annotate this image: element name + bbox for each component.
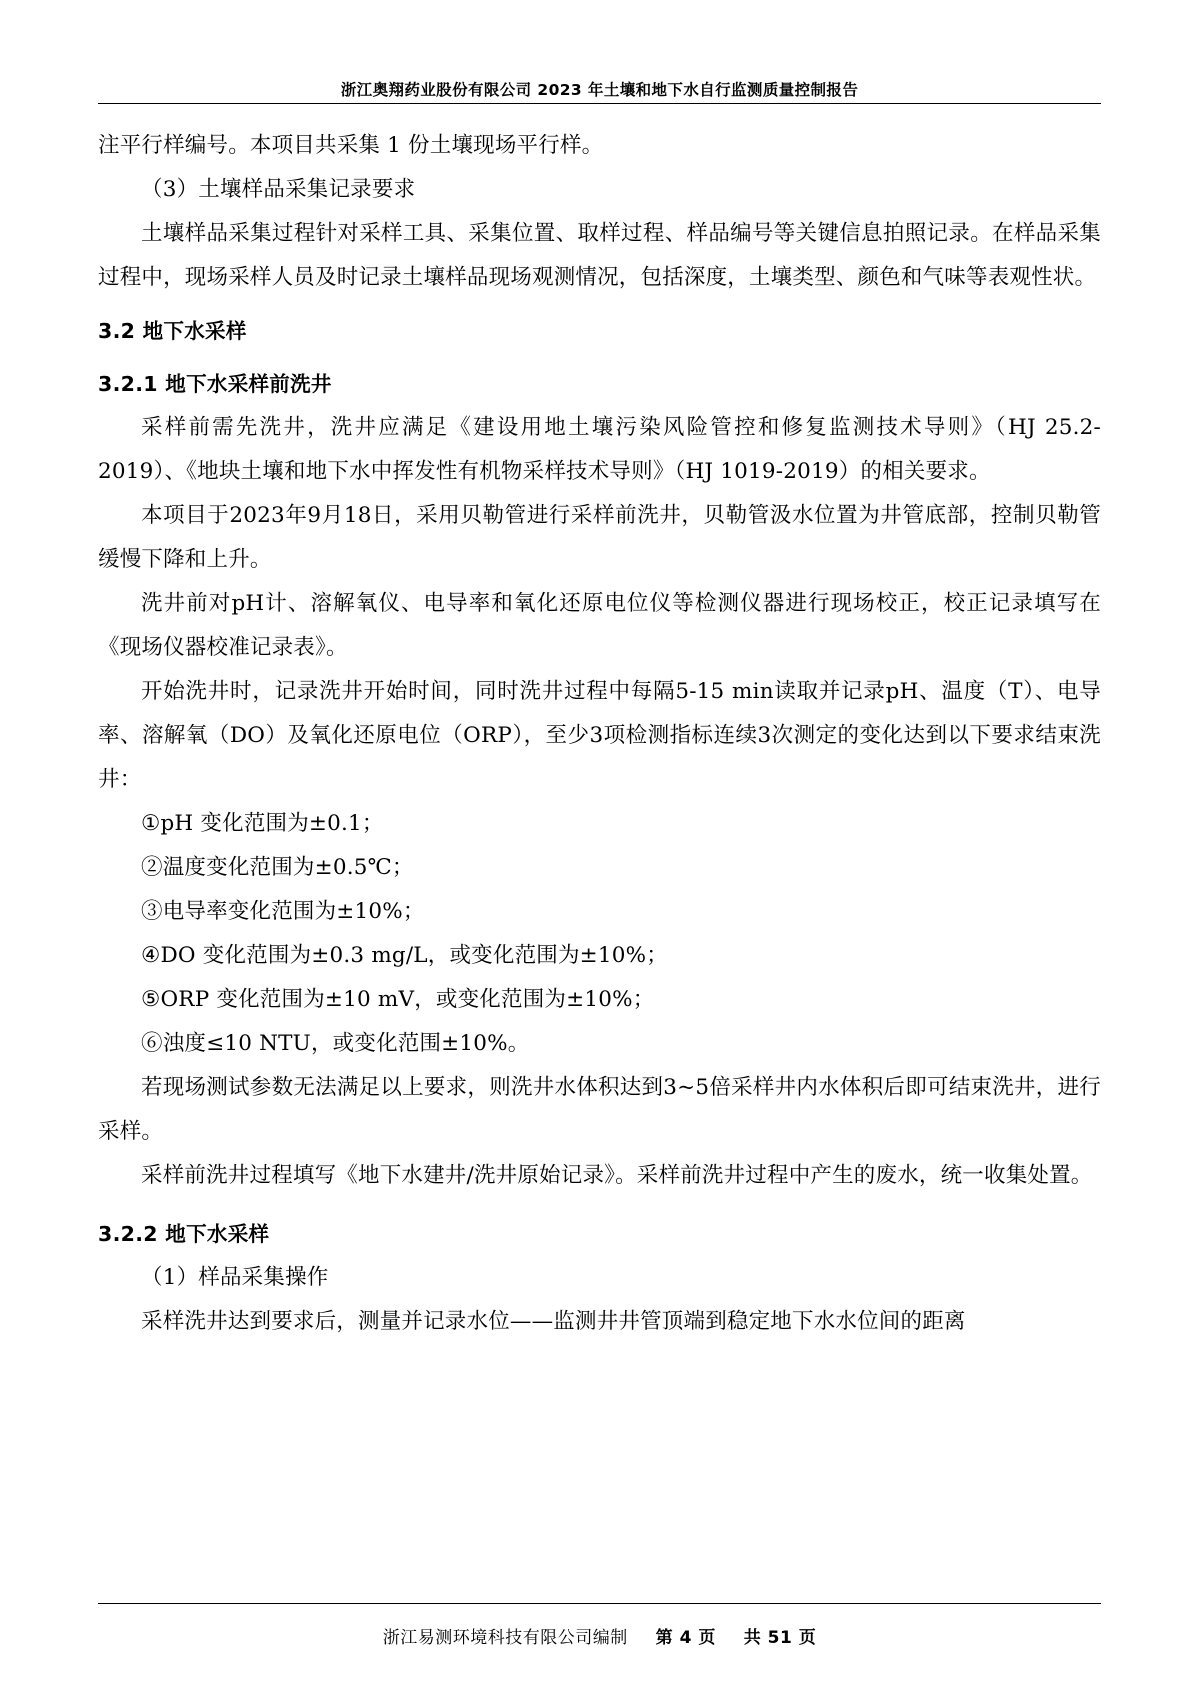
paragraph-record-form: 采样前洗井过程填写《地下水建井/洗井原始记录》。采样前洗井过程中产生的废水，统一收集处置。 (141, 1163, 1093, 1188)
list-item: ②温度变化范围为±0.5℃； (141, 855, 414, 880)
paragraph-sampling-operation: 采样洗井达到要求后，测量并记录水位——监测井井管顶端到稳定地下水水位间的距离 (141, 1309, 966, 1334)
list-item: ①pH 变化范围为±0.1； (141, 811, 384, 836)
footer-divider (98, 1603, 1101, 1604)
paragraph-continued: 注平行样编号。本项目共采集 1 份土壤现场平行样。 (98, 133, 604, 158)
paragraph-calibration: 洗井前对pH计、溶解氧仪、电导率和氧化还原电位仪等检测仪器进行现场校正，校正记录填写在《现场仪器校准记录表》。 (98, 591, 1101, 660)
footer-page-number: 第 4 页 (655, 1628, 716, 1648)
paragraph-bailer: 本项目于2023年9月18日，采用贝勒管进行采样前洗井，贝勒管汲水位置为井管底部，控制贝勒管缓慢下降和上升。 (98, 503, 1101, 572)
heading-sampling-operation: （1）样品采集操作 (141, 1265, 329, 1290)
footer-organization: 浙江易测环境科技有限公司编制 (382, 1628, 628, 1648)
section-heading-3-2-2: 3.2.2 地下水采样 (98, 1222, 270, 1246)
footer-total-pages: 共 51 页 (743, 1628, 817, 1648)
section-heading-3-2-1: 3.2.1 地下水采样前洗井 (98, 372, 332, 396)
page-header: 浙江奥翔药业股份有限公司 2023 年土壤和地下水自行监测质量控制报告 (340, 81, 859, 99)
paragraph-volume: 若现场测试参数无法满足以上要求，则洗井水体积达到3~5倍采样井内水体积后即可结束洗井，进行采样。 (98, 1075, 1101, 1144)
paragraph-wash-start: 开始洗井时，记录洗井开始时间，同时洗井过程中每隔5-15 min读取并记录pH、温度（T）、电导率、溶解氧（DO）及氧化还原电位（ORP），至少3项检测指标连续3次测定的变化达到以下要求结束洗井： (98, 679, 1101, 792)
header-divider (98, 103, 1101, 104)
page-content (98, 124, 1101, 1344)
heading-soil-record: （3）土壤样品采集记录要求 (141, 177, 416, 202)
list-item: ⑤ORP 变化范围为±10 mV，或变化范围为±10%； (141, 987, 655, 1012)
section-heading-3-2: 3.2 地下水采样 (98, 319, 247, 343)
list-item: ③电导率变化范围为±10%； (141, 899, 425, 924)
list-item: ⑥浊度≤10 NTU，或变化范围±10%。 (141, 1031, 530, 1056)
paragraph-soil-record: 土壤样品采集过程针对采样工具、采集位置、取样过程、样品编号等关键信息拍照记录。在样品采集过程中，现场采样人员及时记录土壤样品现场观测情况，包括深度，土壤类型、颜色和气味等表观性状。 (98, 221, 1101, 290)
page-footer (98, 1623, 1101, 1648)
list-item: ④DO 变化范围为±0.3 mg/L，或变化范围为±10%； (141, 943, 668, 968)
paragraph-wash-standard: 采样前需先洗井，洗井应满足《建设用地土壤污染风险管控和修复监测技术导则》（HJ 25.2-2019）、《地块土壤和地下水中挥发性有机物采样技术导则》（HJ 1019-2019）的相关要求。 (98, 415, 1101, 484)
